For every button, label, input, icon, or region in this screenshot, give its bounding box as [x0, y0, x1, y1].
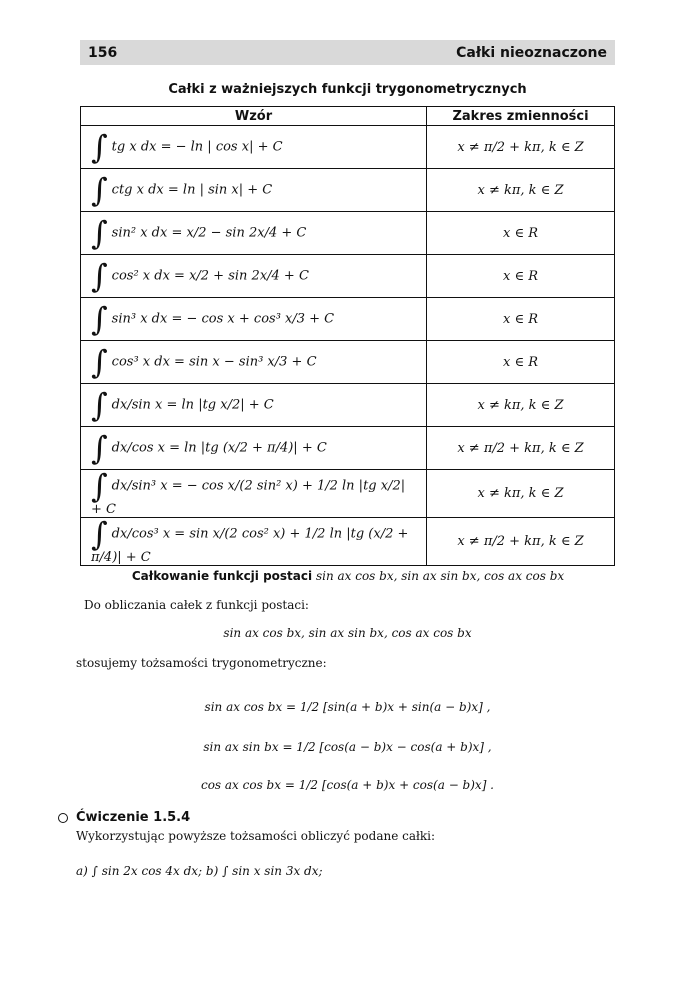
- section-heading: [78, 569, 618, 583]
- formula-cell: sin³ x dx = − cos x + cos³ x/3 + C: [111, 311, 335, 327]
- range-cell: x ∈ R: [427, 298, 615, 341]
- integral-sign-icon: ∫: [91, 257, 108, 295]
- formula-cell: dx/sin³ x = − cos x/(2 sin² x) + 1/2 ln |tg x/2| + C: [91, 478, 406, 517]
- table-row: [81, 298, 615, 341]
- table-row: [81, 255, 615, 298]
- range-cell: x ∈ R: [427, 341, 615, 384]
- section-heading-forms: sin ax cos bx, sin ax sin bx, cos ax cos bx: [315, 569, 565, 583]
- table-row: [81, 470, 615, 518]
- range-cell: x ≠ kπ, k ∈ Z: [427, 169, 615, 212]
- table-header-row: [81, 107, 615, 126]
- range-cell: x ≠ kπ, k ∈ Z: [427, 384, 615, 427]
- exercise-title: Ćwiczenie 1.5.4: [76, 810, 191, 825]
- integral-sign-icon: ∫: [91, 300, 108, 338]
- identity-1: sin ax cos bx = 1/2 [sin(a + b)x + sin(a − b)x] ,: [204, 700, 491, 714]
- formula-cell: dx/cos x = ln |tg (x/2 + π/4)| + C: [111, 440, 327, 456]
- range-cell: x ≠ kπ, k ∈ Z: [427, 470, 615, 518]
- identity-2: sin ax sin bx = 1/2 [cos(a − b)x − cos(a + b)x] ,: [203, 740, 492, 754]
- formula-cell: cos³ x dx = sin x − sin³ x/3 + C: [111, 354, 317, 370]
- table-row: [81, 427, 615, 470]
- paragraph-identities: stosujemy tożsamości trygonometryczne:: [76, 656, 327, 670]
- paragraph-intro: Do obliczania całek z funkcji postaci:: [84, 598, 309, 612]
- formula-cell: cos² x dx = x/2 + sin 2x/4 + C: [111, 268, 309, 284]
- integral-sign-icon: ∫: [91, 171, 108, 209]
- integral-sign-icon: ∫: [91, 128, 108, 166]
- column-header-formula: Wzór: [81, 107, 427, 126]
- identity-3: cos ax cos bx = 1/2 [cos(a + b)x + cos(a − b)x] .: [200, 778, 494, 792]
- column-header-range: Zakres zmienności: [427, 107, 615, 126]
- section-heading-bold: Całkowanie funkcji postaci: [131, 569, 313, 583]
- range-cell: x ∈ R: [427, 212, 615, 255]
- table-row: [81, 169, 615, 212]
- formula-cell: tg x dx = − ln | cos x| + C: [111, 139, 283, 155]
- table-row: [81, 384, 615, 427]
- formula-cell: sin² x dx = x/2 − sin 2x/4 + C: [111, 225, 307, 241]
- range-cell: x ∈ R: [427, 255, 615, 298]
- integrals-table: [80, 106, 615, 566]
- forms-line: sin ax cos bx, sin ax sin bx, cos ax cos bx: [223, 626, 472, 640]
- exercise-heading: [58, 810, 190, 825]
- table-row: [81, 518, 615, 566]
- integral-sign-icon: ∫: [91, 343, 108, 381]
- integral-sign-icon: ∫: [91, 214, 108, 252]
- range-cell: x ≠ π/2 + kπ, k ∈ Z: [427, 126, 615, 169]
- formula-cell: dx/sin x = ln |tg x/2| + C: [111, 397, 274, 413]
- page-number: 156: [88, 44, 118, 61]
- table-row: [81, 341, 615, 384]
- circle-bullet-icon: [58, 813, 68, 823]
- integral-sign-icon: ∫: [91, 429, 108, 467]
- exercise-text: Wykorzystując powyższe tożsamości obliczyć podane całki:: [76, 829, 436, 843]
- page-header: [80, 40, 615, 65]
- formula-cell: ctg x dx = ln | sin x| + C: [111, 182, 273, 198]
- range-cell: x ≠ π/2 + kπ, k ∈ Z: [427, 518, 615, 566]
- range-cell: x ≠ π/2 + kπ, k ∈ Z: [427, 427, 615, 470]
- table-row: [81, 126, 615, 169]
- table-title: Całki z ważniejszych funkcji trygonometrycznych: [168, 82, 527, 97]
- integral-sign-icon: ∫: [91, 386, 108, 424]
- chapter-title: Całki nieoznaczone: [456, 44, 607, 61]
- integral-sign-icon: ∫: [91, 467, 108, 505]
- integral-sign-icon: ∫: [91, 515, 108, 553]
- table-row: [81, 212, 615, 255]
- formula-cell: dx/cos³ x = sin x/(2 cos² x) + 1/2 ln |tg (x/2 + π/4)| + C: [91, 526, 409, 565]
- exercise-items: a) ∫ sin 2x cos 4x dx; b) ∫ sin x sin 3x dx;: [76, 864, 323, 878]
